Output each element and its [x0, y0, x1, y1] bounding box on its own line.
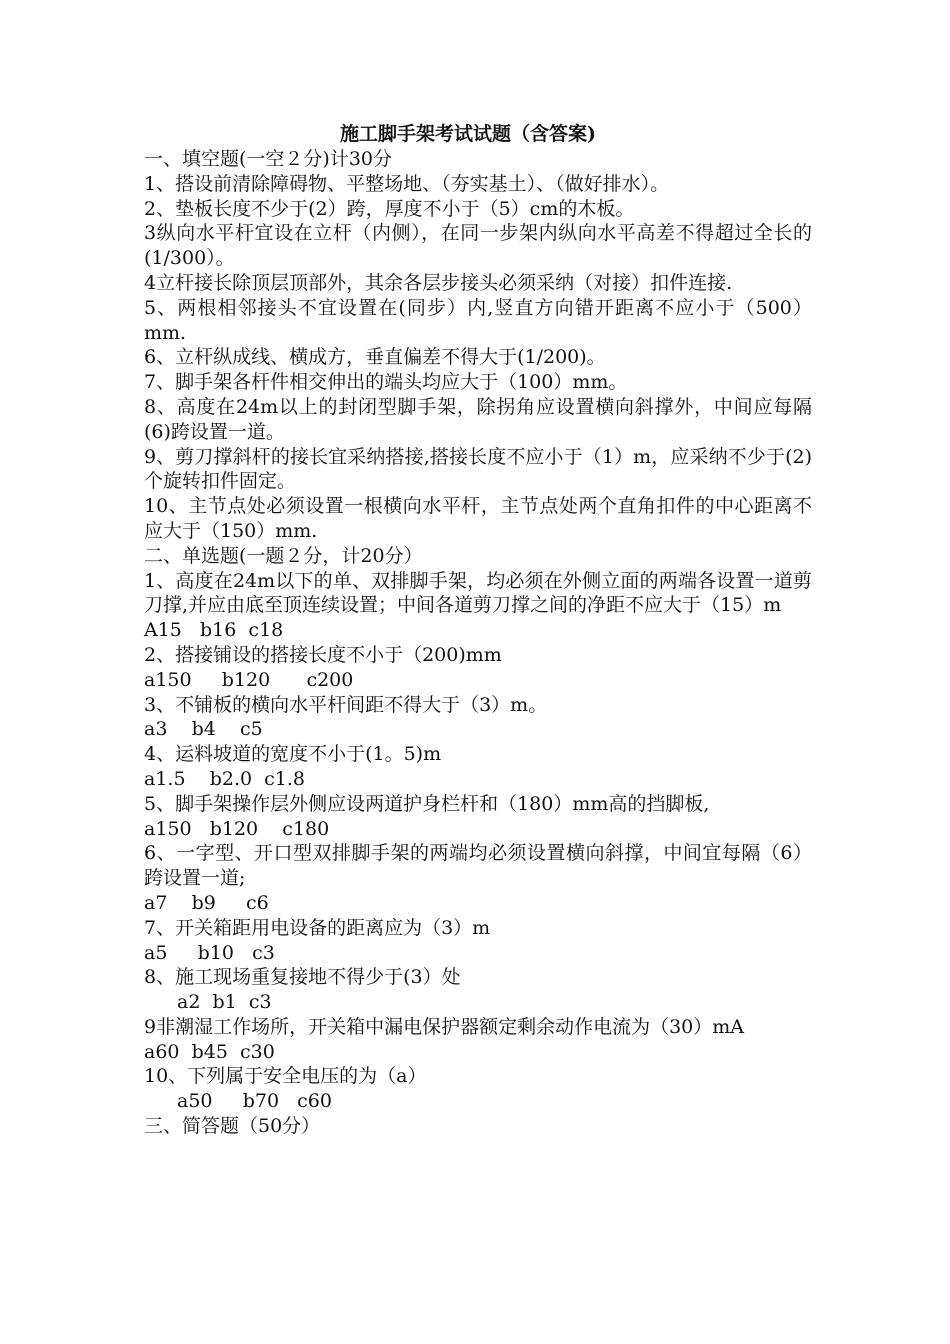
choice-options-8: a2 b1 c3 — [177, 991, 272, 1014]
choice-question-7: 7、开关箱距用电设备的距离应为（3）m — [144, 916, 491, 939]
choice-options-6: a7 b9 c6 — [144, 891, 269, 914]
document-page — [144, 122, 812, 1139]
choice-options-2: a150 b120 c200 — [144, 668, 354, 691]
choice-question-9: 9非潮湿工作场所，开关箱中漏电保护器额定剩余动作电流为（30）mA — [144, 1015, 745, 1038]
fill-in-item-6: 6、立杆纵成线、横成方，垂直偏差不得大于(1/200)。 — [144, 346, 606, 369]
section-heading-short-answer: 三、简答题（50分） — [144, 1115, 321, 1138]
choice-question-2: 2、搭接铺设的搭接长度不小于（200)mm — [144, 643, 502, 666]
choice-options-10: a50 b70 c60 — [177, 1090, 332, 1113]
choice-options-3: a3 b4 c5 — [144, 718, 263, 741]
fill-in-item-2: 2、垫板长度不少于(2）跨，厚度不小于（5）cm的木板。 — [144, 197, 635, 220]
choice-question-10: 10、下列属于安全电压的为（a） — [144, 1065, 427, 1088]
choice-options-1: A15 b16 c18 — [144, 619, 284, 642]
fill-in-item-4: 4立杆接长除顶层顶部外，其余各层步接头必须采纳（对接）扣件连接. — [144, 271, 733, 294]
choice-options-9: a60 b45 c30 — [144, 1040, 275, 1063]
fill-in-item-5: 5、两根相邻接头不宜设置在(同步）内,竖直方向错开距离不应小于（500）mm. — [144, 296, 812, 344]
choice-options-5: a150 b120 c180 — [144, 817, 330, 840]
choice-options-7: a5 b10 c3 — [144, 941, 275, 964]
fill-in-item-3: 3纵向水平杆宜设在立杆（内侧），在同一步架内纵向水平高差不得超过全长的(1/300）。 — [144, 222, 812, 270]
choice-question-3: 3、不铺板的横向水平杆间距不得大于（3）m。 — [144, 693, 548, 716]
section-heading-single-choice: 二、单选题(一题２分，计20分） — [144, 544, 423, 567]
fill-in-item-10: 10、主节点处必须设置一根横向水平杆，主节点处两个直角扣件的中心距离不应大于（150）mm. — [144, 495, 812, 542]
document-title: 施工脚手架考试试题（含答案) — [340, 123, 596, 145]
fill-in-item-1: 1、搭设前清除障碍物、平整场地、（夯实基土）、（做好排水）。 — [144, 172, 670, 195]
choice-question-6: 6、一字型、开口型双排脚手架的两端均必须设置横向斜撑，中间宜每隔（6）跨设置一道; — [144, 842, 812, 890]
choice-options-4: a1.5 b2.0 c1.8 — [144, 767, 306, 790]
fill-in-item-7: 7、脚手架各杆件相交伸出的端头均应大于（100）mm。 — [144, 371, 628, 394]
choice-question-5: 5、脚手架操作层外侧应设两道护身栏杆和（180）mm高的挡脚板, — [144, 792, 710, 815]
choice-question-1: 1、高度在24m以下的单、双排脚手架，均必须在外侧立面的两端各设置一道剪刀撑,并应由底至顶连续设置；中间各道剪刀撑之间的净距不应大于（15）m — [144, 569, 812, 617]
fill-in-item-9: 9、剪刀撑斜杆的接长宜采纳搭接,搭接长度不应小于（1）m，应采纳不少于(2)个旋转扣件固定。 — [144, 445, 812, 493]
fill-in-item-8: 8、高度在24m以上的封闭型脚手架，除拐角应设置横向斜撑外，中间应每隔(6)跨设置一道。 — [144, 395, 812, 443]
choice-question-4: 4、运料坡道的宽度不小于(1。5)m — [144, 743, 442, 766]
section-heading-fill-in: 一、填空题(一空２分)计30分 — [144, 148, 393, 170]
choice-question-8: 8、施工现场重复接地不得少于(3）处 — [144, 966, 461, 989]
